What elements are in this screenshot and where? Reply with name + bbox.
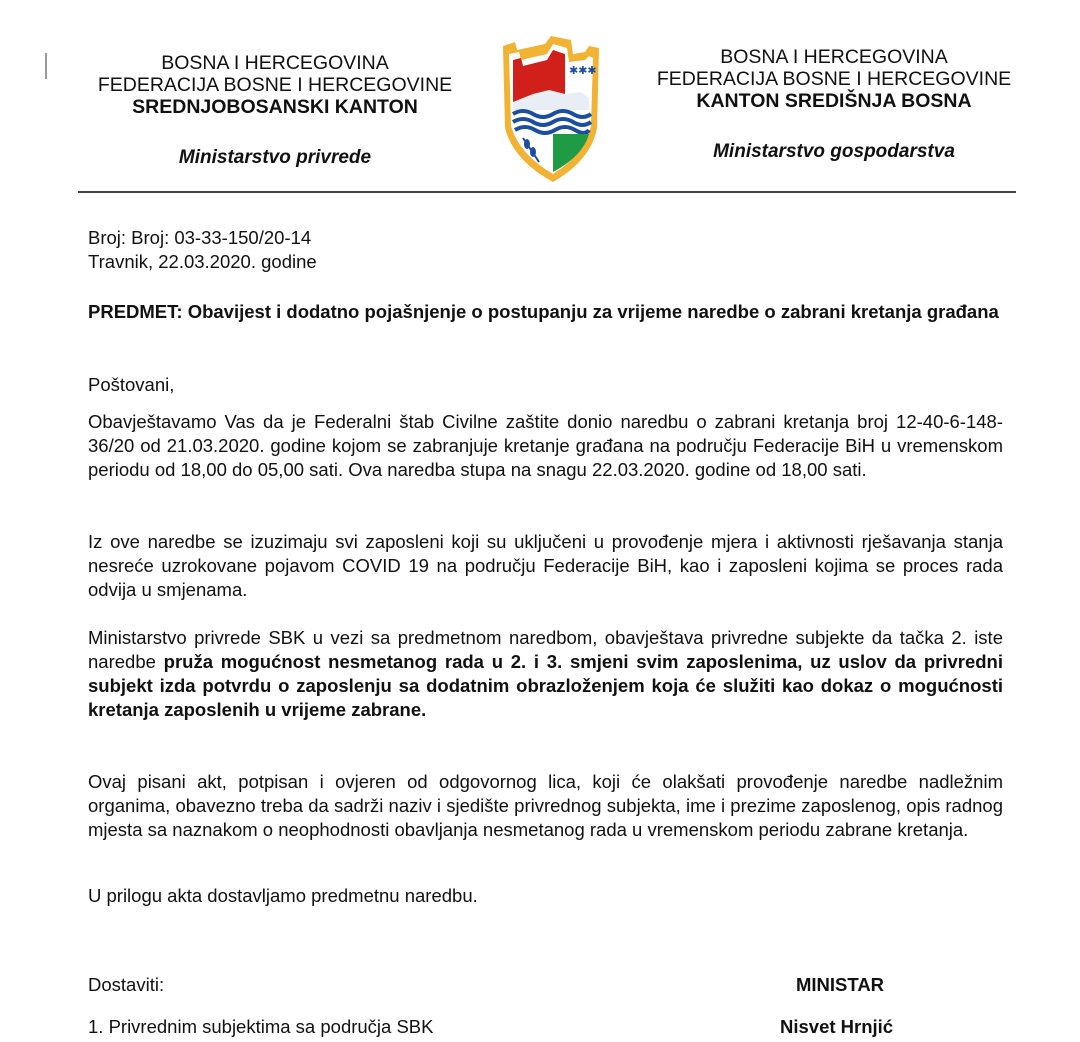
- text-cursor-mark: [45, 53, 47, 79]
- canton-name: KANTON SREDIŠNJA BOSNA: [696, 90, 972, 112]
- paragraph-2: Iz ove naredbe se izuzimaju svi zaposleni koji su uključeni u provođenje mjera i aktivnosti rješavanja stanja nesreće uzrokovane pojavom COVID 19 na području Federacije BiH, kao i zaposleni kojima se proces rada odvija u smjenama.: [88, 531, 1003, 600]
- paragraph-3-text: Ministarstvo privrede SBK u vezi sa predmetnom naredbom, obavještava privredne subjekte da tačka 2. iste naredbe: [88, 627, 1003, 672]
- reference-number: Broj: Broj: 03-33-150/20-14: [88, 227, 312, 248]
- paragraph-1: Obavještavamo Vas da je Federalni štab Civilne zaštite donio naredbu o zabrani kretanja broj 12-40-6-148-36/20 od 21.03.2020. godine kojom se zabranjuje kretanje građana na području Federacije BiH u vremenskom periodu od 18,00 do 05,00 sati. Ova naredba stupa na snagu 22.03.2020. godine od 18,00 sati.: [88, 411, 1003, 480]
- federation-name: FEDERACIJA BOSNE I HERCEGOVINE: [656, 68, 1012, 90]
- canton-name: SREDNJOBOSANSKI KANTON: [132, 96, 418, 118]
- header-left-block: [72, 52, 478, 169]
- place-date: Travnik, 22.03.2020. godine: [88, 251, 317, 272]
- deliver-label: Dostaviti:: [88, 974, 165, 995]
- country-name: BOSNA I HERCEGOVINA: [720, 46, 948, 68]
- federation-name: FEDERACIJA BOSNE I HERCEGOVINE: [97, 74, 453, 96]
- header-divider: [78, 191, 1016, 193]
- reference-block: [88, 226, 317, 274]
- paragraph-4: Ovaj pisani akt, potpisan i ovjeren od odgovornog lica, koji će olakšati provođenje naredbe nadležnim organima, obavezno treba da sadrži naziv i sjedište privrednog subjekta, ime i prezime zaposlenog, opis radnog mjesta sa naznakom o neophodnosti obavljanja nesmetanog rada u vremenskom periodu zabrane kretanja.: [88, 771, 1003, 840]
- paragraph-5: U prilogu akta dostavljamo predmetnu naredbu.: [88, 885, 478, 906]
- header-right-block: [634, 46, 1034, 163]
- greeting: Poštovani,: [88, 374, 175, 395]
- deliver-item: 1. Privrednim subjektima sa područja SBK: [88, 1016, 434, 1037]
- ministry-name: Ministarstvo gospodarstva: [713, 141, 955, 162]
- ministry-name: Ministarstvo privrede: [178, 147, 372, 168]
- signature-name: Nisvet Hrnjić: [780, 1016, 894, 1037]
- signature-title: MINISTAR: [796, 974, 885, 995]
- paragraph-3-emphasis: pruža mogućnost nesmetanog rada u 2. i 3. smjeni svim zaposlenima, uz uslov da privredni subjekt izda potvrdu o zaposlenju sa dodatnim obrazloženjem koja će služiti kao dokaz o mogućnosti kretanja zaposlenih u vrijeme zabrane.: [88, 651, 1003, 720]
- subject-line: PREDMET: Obavijest i dodatno pojašnjenje o postupanju za vrijeme naredbe o zabrani kretanja građana: [88, 301, 999, 322]
- canton-coat-of-arms-icon: [493, 10, 607, 188]
- svg-text:✱✱✱: ✱✱✱: [569, 64, 597, 77]
- country-name: BOSNA I HERCEGOVINA: [161, 52, 389, 74]
- paragraph-3: [88, 626, 1003, 722]
